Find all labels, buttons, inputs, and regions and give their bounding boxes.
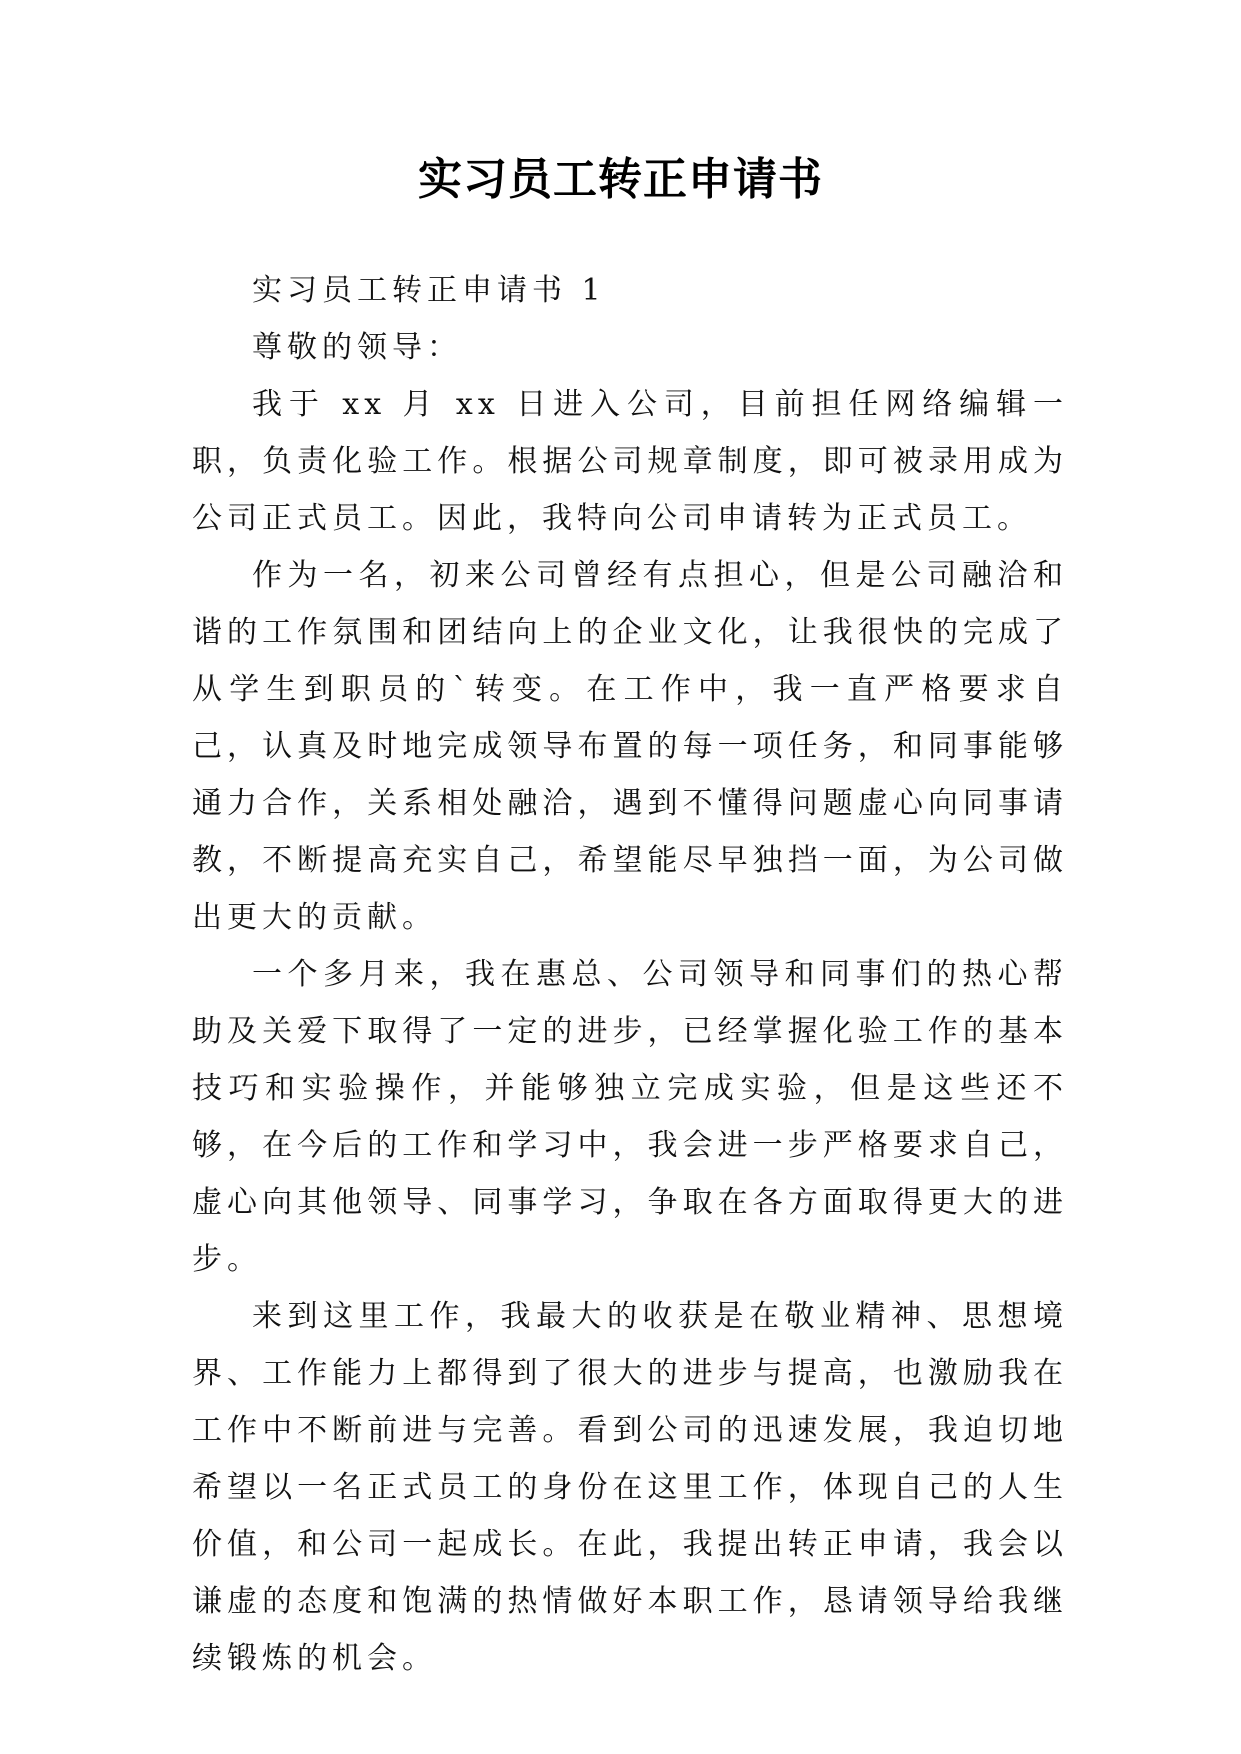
paragraph-heading: 实习员工转正申请书 1 [252, 273, 606, 308]
paragraph-intro: 我于 xx 月 xx 日进入公司，目前担任网络编辑一职，负责化验工作。根据公司规章制度，即可被录用成为公司正式员工。因此，我特向公司申请转为正式员工。 [192, 387, 1068, 536]
paragraph-request: 来到这里工作，我最大的收获是在敬业精神、思想境界、工作能力上都得到了很大的进步与提高，也激励我在工作中不断前进与完善。看到公司的迅速发展，我迫切地希望以一名正式员工的身份在这里工作，体现自己的人生价值，和公司一起成长。在此，我提出转正申请，我会以谦虚的态度和饱满的热情做好本职工作，恳请领导给我继续锻炼的机会。 [192, 1299, 1068, 1676]
paragraph-salutation: 尊敬的领导： [252, 330, 462, 365]
paragraph-work-attitude: 作为一名，初来公司曾经有点担心，但是公司融洽和谐的工作氛围和团结向上的企业文化，让我很快的完成了从学生到职员的`转变。在工作中，我一直严格要求自己，认真及时地完成领导布置的每一项任务，和同事能够通力合作，关系相处融洽，遇到不懂得问题虚心向同事请教，不断提高充实自己，希望能尽早独挡一面，为公司做出更大的贡献。 [192, 558, 1068, 935]
document-title: 实习员工转正申请书 [418, 154, 823, 205]
document-body [192, 262, 1068, 1687]
paragraph-progress: 一个多月来，我在惠总、公司领导和同事们的热心帮助及关爱下取得了一定的进步，已经掌握化验工作的基本技巧和实验操作，并能够独立完成实验，但是这些还不够，在今后的工作和学习中，我会进一步严格要求自己，虚心向其他领导、同事学习，争取在各方面取得更大的进步。 [192, 957, 1068, 1277]
